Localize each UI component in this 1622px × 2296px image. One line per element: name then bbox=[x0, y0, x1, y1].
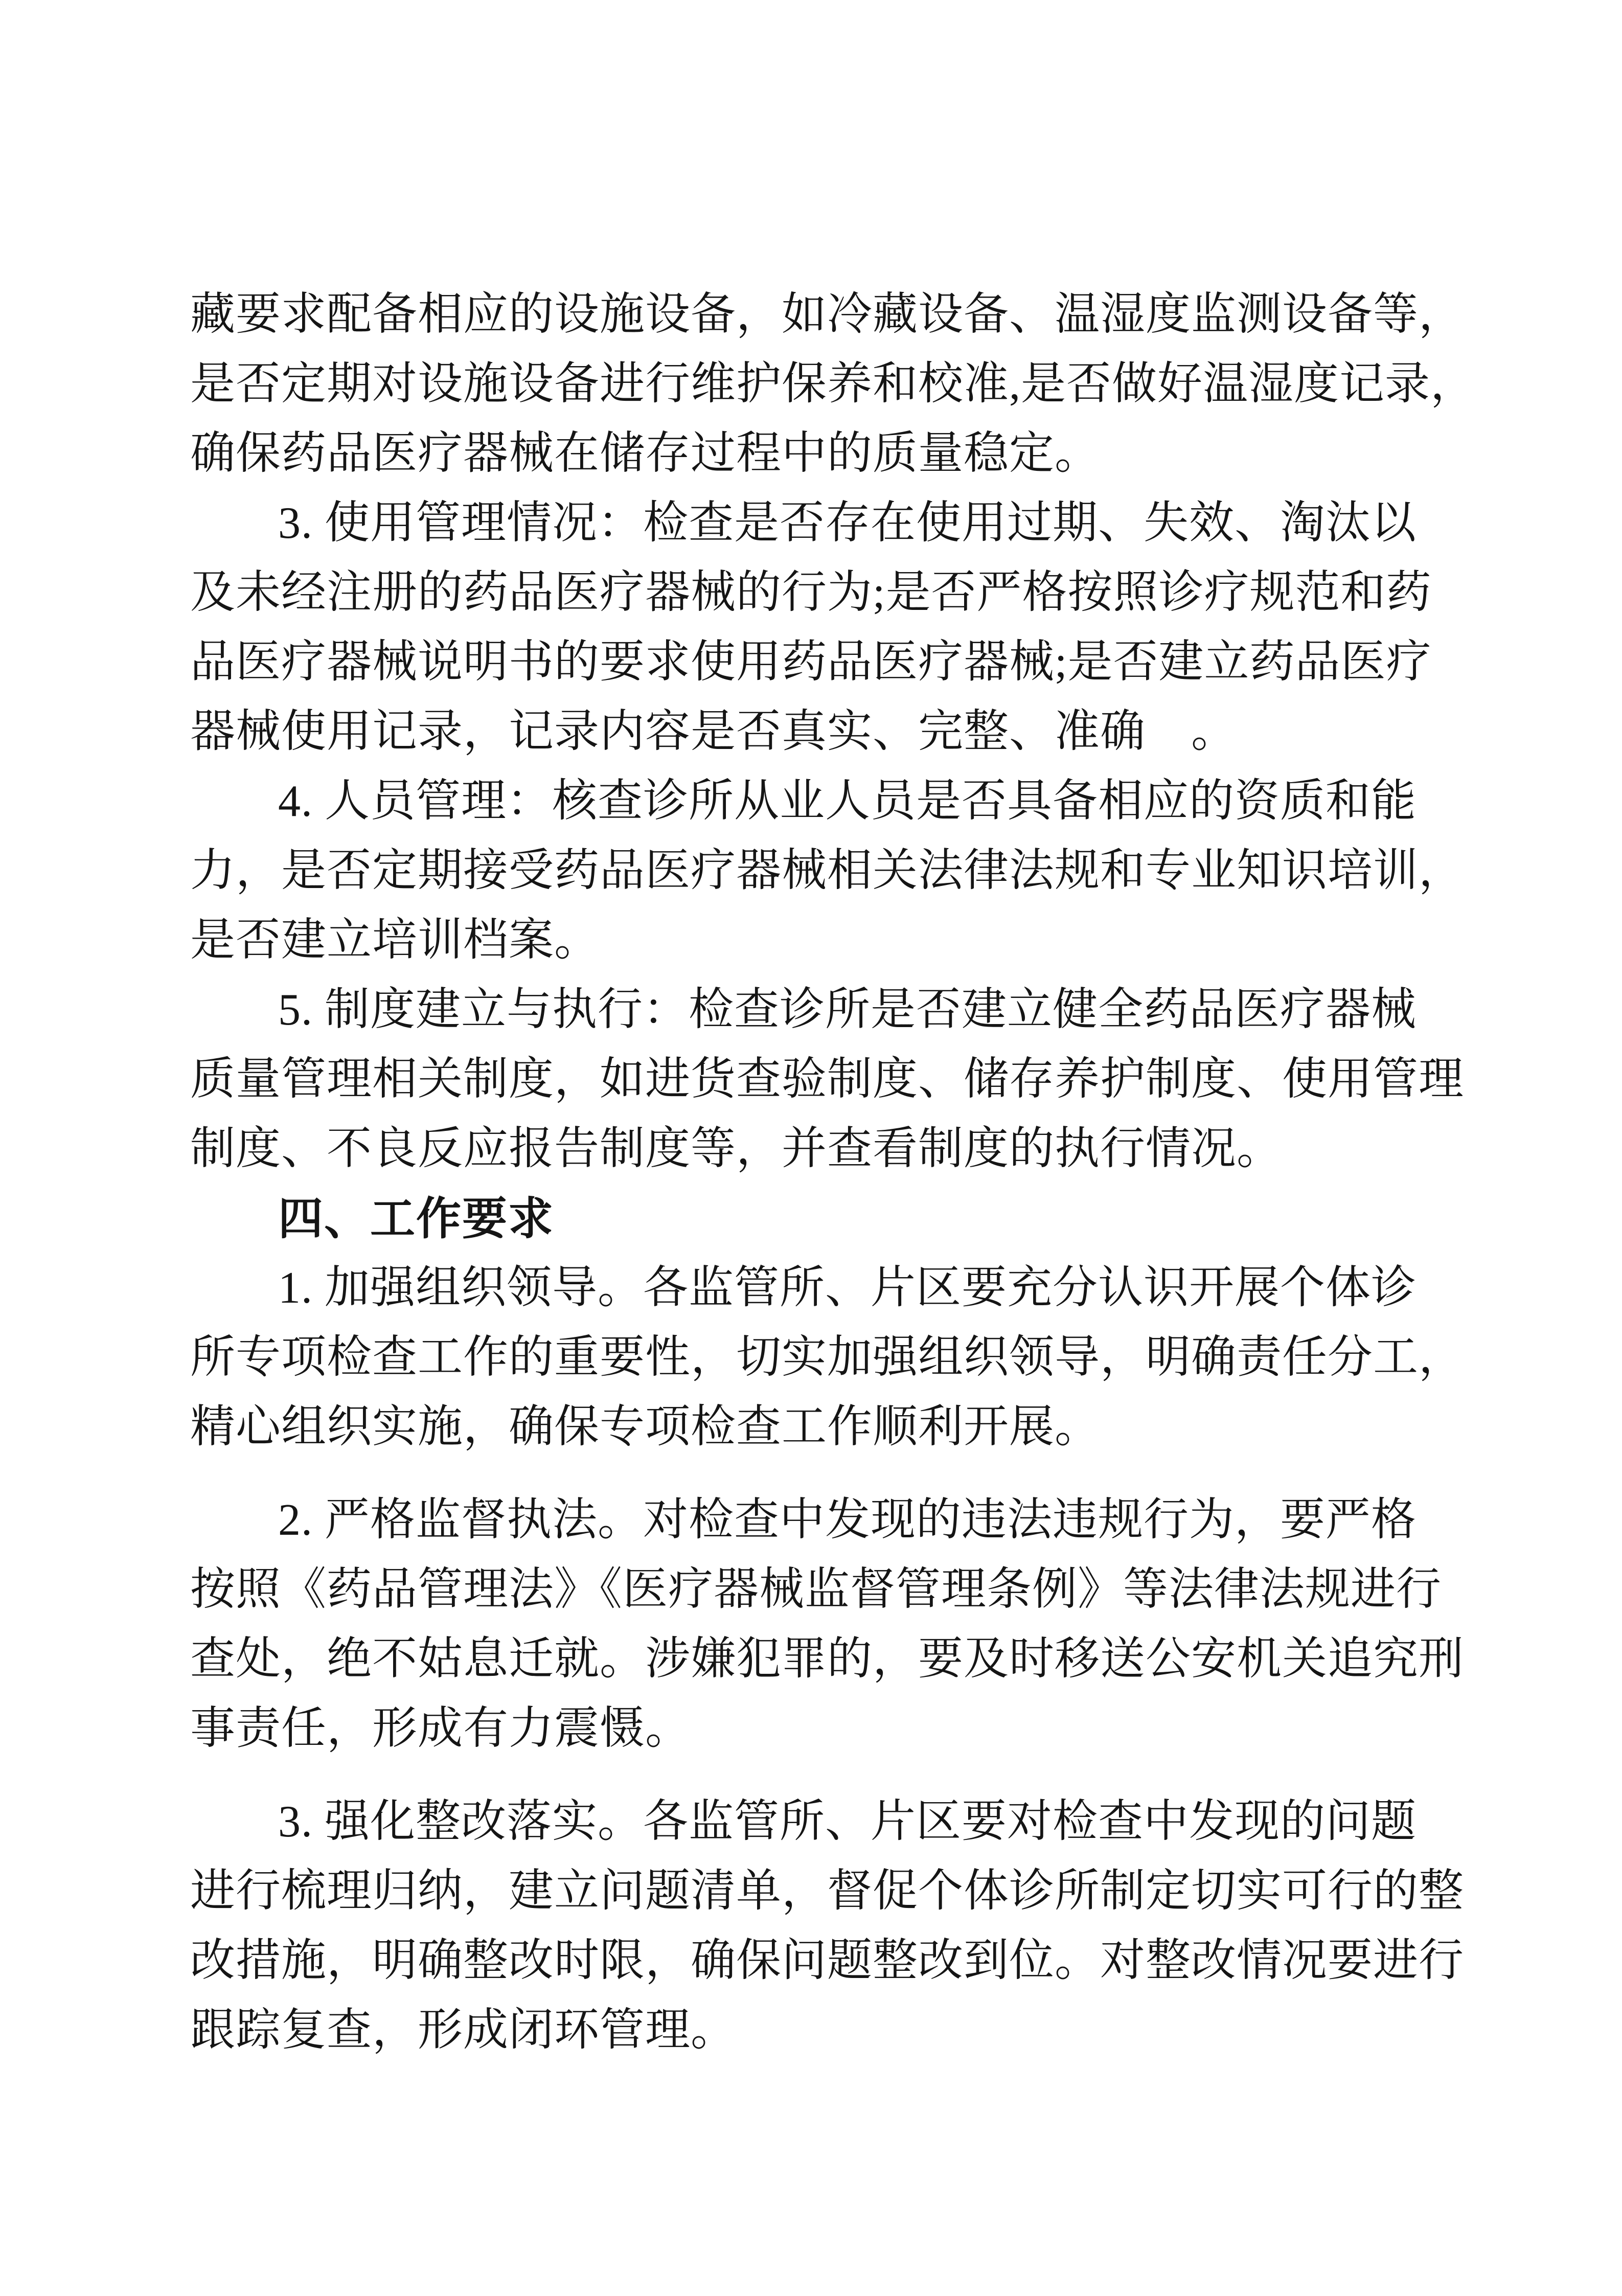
text-line: 确保药品医疗器械在储存过程中的质量稳定。 bbox=[190, 429, 1101, 479]
text-line: 质量管理相关制度，如进货查验制度、储存养护制度、使用管理 bbox=[190, 1055, 1465, 1104]
text-line: 3. 强化整改落实。各监管所、片区要对检查中发现的问题 bbox=[278, 1797, 1417, 1847]
text-line: 及未经注册的药品医疗器械的行为;是否严格按照诊疗规范和药 bbox=[190, 568, 1432, 618]
text-line: 1. 加强组织领导。各监管所、片区要充分认识开展个体诊 bbox=[278, 1263, 1417, 1313]
text-line: 3. 使用管理情况：检查是否存在使用过期、失效、淘汰以 bbox=[278, 498, 1417, 548]
text-line: 藏要求配备相应的设施设备，如冷藏设备、温湿度监测设备等， bbox=[190, 290, 1465, 339]
text-line: 按照《药品管理法》《医疗器械监督管理条例》等法律法规进行 bbox=[190, 1565, 1442, 1615]
text-line: 改措施，明确整改时限，确保问题整改到位。对整改情况要进行 bbox=[190, 1936, 1465, 1986]
text-line: 制度、不良反应报告制度等，并查看制度的执行情况。 bbox=[190, 1124, 1283, 1174]
text-line: 是否建立培训档案。 bbox=[190, 916, 600, 965]
text-line: 精心组织实施，确保专项检查工作顺利开展。 bbox=[190, 1402, 1101, 1452]
text-line: 4. 人员管理：核查诊所从业人员是否具备相应的资质和能 bbox=[278, 777, 1417, 826]
text-line: 5. 制度建立与执行：检查诊所是否建立健全药品医疗器械 bbox=[278, 985, 1417, 1035]
text-line: 品医疗器械说明书的要求使用药品医疗器械;是否建立药品医疗 bbox=[190, 638, 1432, 687]
text-line: 2. 严格监督执法。对检查中发现的违法违规行为，要严格 bbox=[278, 1495, 1417, 1545]
text-line: 所专项检查工作的重要性，切实加强组织领导，明确责任分工， bbox=[190, 1333, 1465, 1382]
text-line: 查处，绝不姑息迁就。涉嫌犯罪的，要及时移送公安机关追究刑 bbox=[190, 1634, 1465, 1684]
text-line: 是否定期对设施设备进行维护保养和校准,是否做好温湿度记录， bbox=[190, 359, 1476, 409]
text-line: 事责任，形成有力震慑。 bbox=[190, 1704, 691, 1754]
section-heading: 四、工作要求 bbox=[278, 1193, 555, 1244]
text-line: 进行梳理归纳，建立问题清单，督促个体诊所制定切实可行的整 bbox=[190, 1867, 1465, 1916]
text-line: 跟踪复查，形成闭环管理。 bbox=[190, 2006, 737, 2055]
document-text bbox=[190, 280, 1476, 2065]
text-line: 器械使用记录，记录内容是否真实、完整、准确 。 bbox=[190, 707, 1237, 757]
text-line: 力，是否定期接受药品医疗器械相关法律法规和专业知识培训， bbox=[190, 846, 1465, 896]
